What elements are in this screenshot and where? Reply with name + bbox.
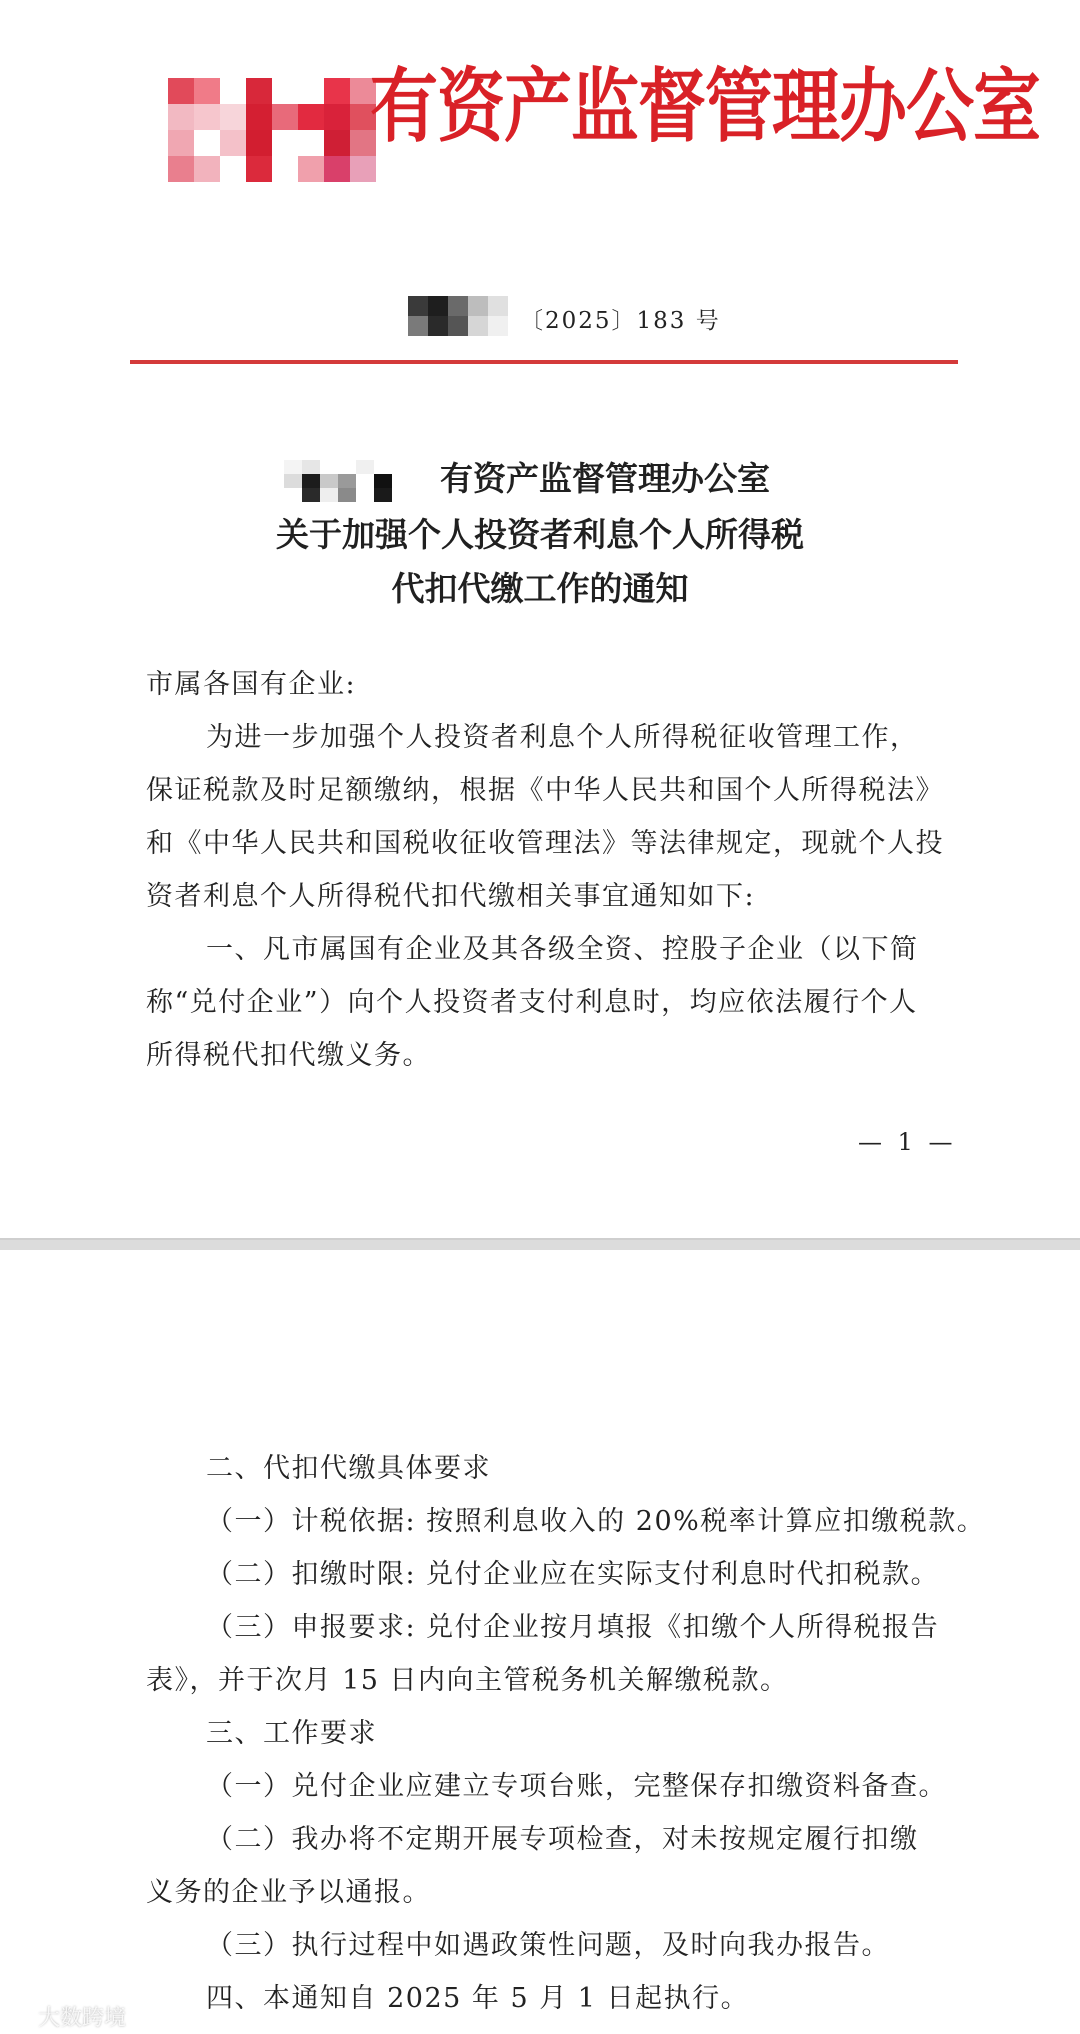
section-3-item-2: （二）我办将不定期开展专项检查，对未按规定履行扣缴义务的企业予以通报。 — [146, 1824, 919, 1908]
notice-title-line-1: 有资产监督管理办公室 — [440, 459, 770, 498]
section-3-item-3: （三）执行过程中如遇政策性问题，及时向我办报告。 — [206, 1930, 890, 1961]
issuing-authority-header: 有资产监督管理办公室 — [370, 60, 1041, 155]
watermark — [4, 2001, 126, 2032]
section-2-heading: 二、代扣代缴具体要求 — [206, 1453, 491, 1484]
document-page-2 — [0, 1250, 1080, 2034]
section-2-item-3: （三）申报要求: 兑付企业按月填报《扣缴个人所得税报告表》，并于次月 15 日内向主管税务机关解缴税款。 — [146, 1612, 940, 1696]
item-1-paragraph: 一、凡市属国有企业及其各级全资、控股子企业（以下简称“兑付企业”）向个人投资者支付利息时，均应依法履行个人所得税代扣代缴义务。 — [146, 934, 919, 1071]
redacted-header-mosaic — [168, 78, 376, 182]
red-rule-divider — [130, 360, 958, 364]
watermark-text: 大数跨境 — [38, 2006, 127, 2031]
redacted-docnum-mosaic — [408, 296, 508, 336]
section-4-heading: 四、本通知自 2025 年 5 月 1 日起执行。 — [206, 1983, 750, 2014]
section-3-item-1: （一）兑付企业应建立专项台账，完整保存扣缴资料备查。 — [206, 1771, 947, 1802]
notice-title-line-2: 关于加强个人投资者利息个人所得税 — [276, 515, 804, 554]
watermark-logo-icon — [4, 2004, 34, 2030]
page-number: — 1 — — [858, 1128, 957, 1156]
section-2-item-2: （二）扣缴时限: 兑付企业应在实际支付利息时代扣税款。 — [206, 1559, 940, 1590]
document-number: 〔2025〕183 号 — [520, 308, 721, 334]
notice-title-line-3: 代扣代缴工作的通知 — [391, 569, 689, 608]
section-3-heading: 三、工作要求 — [206, 1718, 377, 1749]
section-2-item-1: （一）计税依据: 按照利息收入的 20%税率计算应扣缴税款。 — [206, 1506, 986, 1537]
addressee: 市属各国有企业: — [146, 669, 357, 700]
intro-paragraph: 为进一步加强个人投资者利息个人所得税征收管理工作，保证税款及时足额缴纳，根据《中华人民共和国个人所得税法》和《中华人民共和国税收征收管理法》等法律规定，现就个人投资者利息个人所得税代扣代缴相关事宜通知如下: — [146, 722, 944, 912]
